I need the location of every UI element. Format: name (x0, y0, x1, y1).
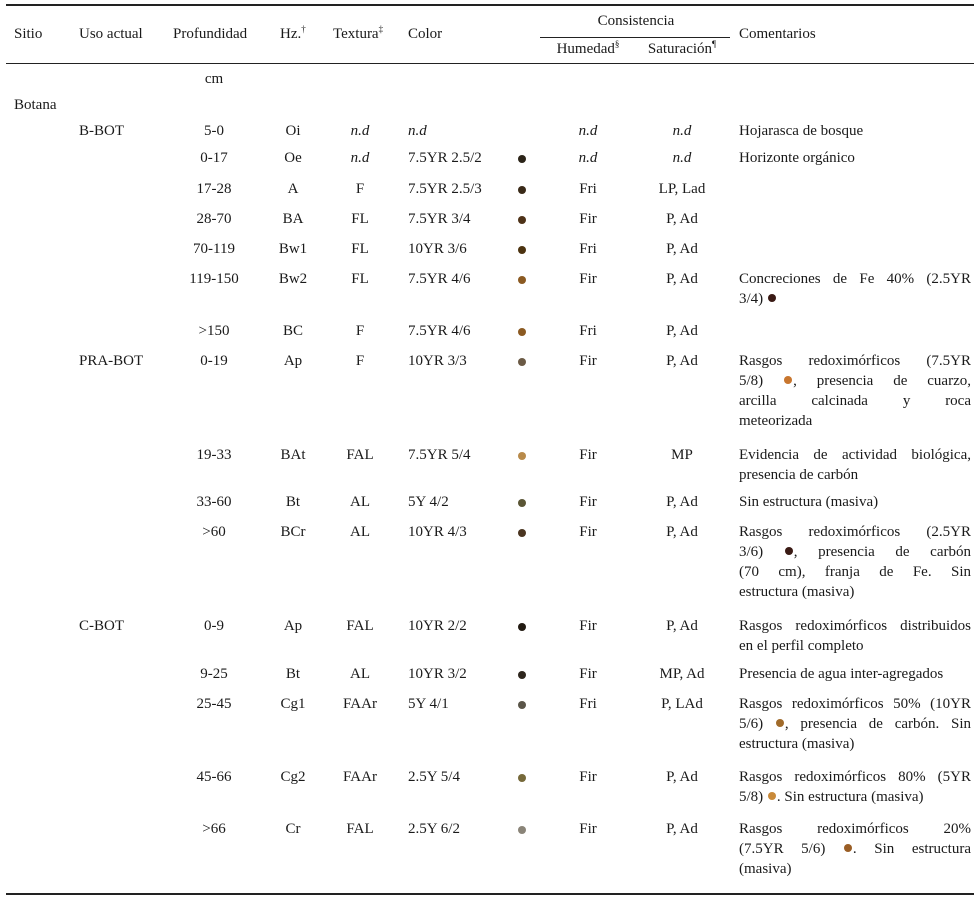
comment-line: Concreciones de Fe 40% (2.5YR (739, 271, 971, 287)
saturacion-cell: P, Ad (666, 618, 698, 634)
horizon-cell: Oi (285, 123, 301, 139)
header-comentarios: Comentarios (739, 26, 816, 42)
humedad-cell: Fri (579, 181, 597, 197)
saturacion-cell: n.d (672, 150, 692, 166)
color-swatch-dot (518, 328, 526, 336)
comment-line: presencia de carbón (739, 467, 859, 483)
humedad-cell: Fri (579, 241, 597, 257)
textura-cell: n.d (350, 123, 370, 139)
header-hz-label: Hz. (280, 26, 302, 42)
textura-cell: AL (350, 524, 370, 540)
color-swatch-dot (518, 452, 526, 460)
header-hz (280, 25, 306, 43)
color-swatch-dot (844, 844, 852, 852)
color-cell: 10YR 2/2 (408, 618, 467, 634)
comment-line: 3/4) (739, 289, 971, 309)
textura-cell: FAL (346, 618, 374, 634)
humedad-cell: Fir (579, 494, 597, 510)
horizon-cell: Bt (285, 494, 301, 510)
comentarios-cell (739, 522, 971, 602)
header-sitio: Sitio (14, 26, 43, 42)
comment-line: Evidencia de actividad biológica, (739, 447, 971, 463)
color-swatch-dot (518, 774, 526, 782)
comment-line: Rasgos redoximórficos distribuidos (739, 618, 971, 634)
comment-line: 5/6) , presencia de carbón. Sin (739, 716, 972, 732)
profundidad-cell: 119-150 (189, 271, 239, 287)
profundidad-cell: 0-9 (204, 618, 224, 634)
comentarios-cell (739, 269, 971, 309)
humedad-cell: n.d (578, 150, 598, 166)
top-rule (6, 4, 974, 6)
color-swatch-dot (518, 216, 526, 224)
comment-line: (70 cm), franja de Fe. Sin (739, 564, 971, 580)
color-cell: 10YR 3/6 (408, 241, 467, 257)
textura-cell: F (355, 181, 365, 197)
header-textura-label: Textura (333, 26, 379, 42)
color-swatch-dot (768, 792, 776, 800)
color-swatch-dot (518, 623, 526, 631)
header-saturacion (648, 40, 716, 58)
color-swatch-dot (518, 186, 526, 194)
comment-line: Rasgos redoximórficos (2.5YR (739, 524, 971, 540)
horizon-cell: BCr (280, 524, 306, 540)
saturacion-cell: P, Ad (666, 323, 698, 339)
humedad-cell: Fir (579, 447, 597, 463)
header-saturacion-label: Saturación (647, 41, 713, 57)
comentarios-cell (739, 121, 971, 141)
saturacion-cell: P, Ad (666, 494, 698, 510)
comment-line: meteorizada (739, 413, 813, 429)
color-swatch-dot (784, 376, 792, 384)
profundidad-cell: 5-0 (204, 123, 224, 139)
horizon-cell: Ap (283, 618, 303, 634)
profundidad-cell: 19-33 (196, 447, 232, 463)
saturacion-cell: P, Ad (666, 769, 698, 785)
comment-line: Rasgos redoximórficos 20% (739, 821, 971, 837)
color-cell: 10YR 3/3 (408, 353, 467, 369)
humedad-cell: Fir (579, 524, 597, 540)
color-cell: 2.5Y 5/4 (408, 769, 460, 785)
color-cell: 5Y 4/1 (408, 696, 449, 712)
uso-actual-cell: PRA-BOT (79, 353, 144, 369)
header-consistencia: Consistencia (597, 13, 675, 29)
profundidad-cell: 17-28 (196, 181, 232, 197)
comment-line: estructura (masiva) (739, 736, 855, 752)
uso-actual-cell: C-BOT (79, 618, 124, 634)
comment-line: 3/6) , presencia de carbón (739, 544, 971, 560)
textura-cell: AL (350, 494, 370, 510)
comentarios-cell (739, 148, 971, 168)
textura-cell: FAAr (343, 696, 377, 712)
comment-line: 5/8) . Sin estructura (masiva) (739, 789, 924, 805)
textura-cell: FAL (346, 821, 374, 837)
color-swatch-dot (518, 358, 526, 366)
unit-label: cm (204, 71, 224, 87)
comment-line: Horizonte orgánico (739, 150, 855, 166)
comentarios-cell (739, 492, 971, 512)
comentarios-cell (739, 351, 971, 431)
textura-cell: AL (350, 666, 370, 682)
profundidad-cell: >150 (198, 323, 230, 339)
horizon-cell: A (287, 181, 299, 197)
header-textura-mark: ‡ (378, 24, 384, 34)
comentarios-cell (739, 694, 971, 754)
textura-cell: FAL (346, 447, 374, 463)
saturacion-cell: MP, Ad (659, 666, 705, 682)
horizon-cell: BAt (280, 447, 306, 463)
textura-cell: n.d (350, 150, 370, 166)
comentarios-cell (739, 767, 971, 807)
saturacion-cell: P, Ad (666, 271, 698, 287)
color-cell: 10YR 4/3 (408, 524, 467, 540)
saturacion-cell: MP (671, 447, 693, 463)
comment-line: Hojarasca de bosque (739, 123, 864, 139)
color-cell: n.d (408, 123, 427, 139)
humedad-cell: Fri (579, 323, 597, 339)
horizon-cell: Bt (285, 666, 301, 682)
header-rule (6, 63, 974, 64)
header-profundidad: Profundidad (173, 26, 248, 42)
comment-line: Rasgos redoximórficos 80% (5YR (739, 769, 971, 785)
comment-line: estructura (masiva) (739, 584, 855, 600)
humedad-cell: Fir (579, 666, 597, 682)
humedad-cell: Fir (579, 821, 597, 837)
header-humedad (557, 40, 620, 58)
profundidad-cell: 28-70 (196, 211, 232, 227)
header-color: Color (408, 26, 443, 42)
humedad-cell: Fir (579, 769, 597, 785)
profundidad-cell: 9-25 (200, 666, 228, 682)
horizon-cell: BA (282, 211, 304, 227)
humedad-cell: n.d (578, 123, 598, 139)
profundidad-cell: 0-19 (200, 353, 228, 369)
comentarios-cell (739, 819, 971, 879)
color-swatch-dot (785, 547, 793, 555)
color-swatch-dot (518, 671, 526, 679)
comment-line: Presencia de agua inter-agregados (739, 666, 944, 682)
uso-actual-cell: B-BOT (79, 123, 124, 139)
color-swatch-dot (518, 155, 526, 163)
color-cell: 7.5YR 5/4 (408, 447, 471, 463)
profundidad-cell: 25-45 (196, 696, 232, 712)
color-swatch-dot (518, 499, 526, 507)
horizon-cell: Oe (284, 150, 302, 166)
color-cell: 7.5YR 3/4 (408, 211, 471, 227)
site-label: Botana (14, 97, 57, 113)
humedad-cell: Fir (579, 353, 597, 369)
textura-cell: FL (351, 271, 369, 287)
color-swatch-dot (518, 246, 526, 254)
comment-line: en el perfil completo (739, 638, 864, 654)
color-cell: 5Y 4/2 (408, 494, 449, 510)
header-humedad-mark: § (614, 39, 620, 49)
color-swatch-dot (768, 294, 776, 302)
textura-cell: FL (351, 241, 369, 257)
horizon-cell: Bw2 (278, 271, 308, 287)
comment-line: 5/8) , presencia de cuarzo, (739, 373, 971, 389)
comment-line: Sin estructura (masiva) (739, 494, 879, 510)
textura-cell: FAAr (343, 769, 377, 785)
comment-line: arcilla calcinada y roca (739, 393, 971, 409)
horizon-cell: Ap (283, 353, 303, 369)
header-uso-actual: Uso actual (79, 26, 143, 42)
profundidad-cell: 33-60 (196, 494, 232, 510)
header-humedad-label: Humedad (556, 41, 615, 57)
color-cell: 10YR 3/2 (408, 666, 467, 682)
profundidad-cell: >66 (202, 821, 226, 837)
horizon-cell: Cr (285, 821, 301, 837)
textura-cell: F (355, 353, 365, 369)
header-textura (333, 25, 383, 43)
humedad-cell: Fir (579, 271, 597, 287)
textura-cell: F (355, 323, 365, 339)
bottom-rule (6, 893, 974, 895)
header-saturacion-mark: ¶ (712, 39, 717, 49)
profundidad-cell: 45-66 (196, 769, 232, 785)
comment-line: (masiva) (739, 861, 792, 877)
saturacion-cell: P, Ad (666, 821, 698, 837)
humedad-cell: Fir (579, 211, 597, 227)
comment-line: (7.5YR 5/6) . Sin estructura (739, 841, 971, 857)
profundidad-cell: 70-119 (193, 241, 235, 257)
saturacion-cell: P, Ad (666, 241, 698, 257)
comentarios-cell (739, 445, 971, 485)
horizon-cell: BC (282, 323, 304, 339)
comentarios-cell (739, 664, 971, 684)
comment-line: Rasgos redoximórficos (7.5YR (739, 353, 971, 369)
horizon-cell: Cg2 (280, 769, 306, 785)
saturacion-cell: P, LAd (661, 696, 703, 712)
humedad-cell: Fir (579, 618, 597, 634)
color-swatch-dot (518, 701, 526, 709)
color-cell: 2.5Y 6/2 (408, 821, 460, 837)
color-swatch-dot (518, 276, 526, 284)
saturacion-cell: P, Ad (666, 524, 698, 540)
saturacion-cell: n.d (672, 123, 692, 139)
textura-cell: FL (351, 211, 369, 227)
profundidad-cell: 0-17 (200, 150, 228, 166)
color-cell: 7.5YR 4/6 (408, 271, 471, 287)
saturacion-cell: P, Ad (666, 211, 698, 227)
saturacion-cell: LP, Lad (658, 181, 706, 197)
color-swatch-dot (776, 719, 784, 727)
horizon-cell: Bw1 (278, 241, 308, 257)
profundidad-cell: >60 (202, 524, 226, 540)
horizon-cell: Cg1 (280, 696, 306, 712)
color-swatch-dot (518, 826, 526, 834)
color-cell: 7.5YR 2.5/3 (408, 181, 482, 197)
color-swatch-dot (518, 529, 526, 537)
comentarios-cell (739, 616, 971, 656)
consistencia-rule (540, 37, 730, 38)
color-cell: 7.5YR 4/6 (408, 323, 471, 339)
saturacion-cell: P, Ad (666, 353, 698, 369)
color-cell: 7.5YR 2.5/2 (408, 150, 482, 166)
header-hz-mark: † (301, 24, 306, 34)
humedad-cell: Fri (579, 696, 597, 712)
comment-line: Rasgos redoximórficos 50% (10YR (739, 696, 971, 712)
